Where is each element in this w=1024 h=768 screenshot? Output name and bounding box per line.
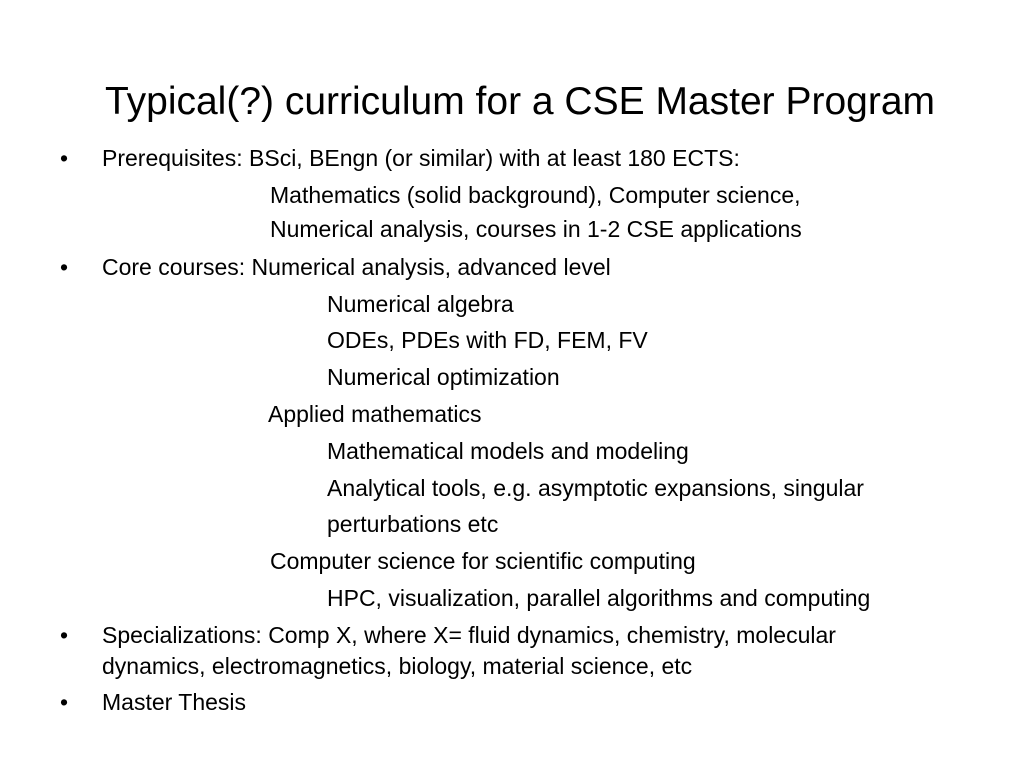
core-numerical-item: Numerical algebra (327, 291, 514, 317)
applied-math-heading: Applied mathematics (268, 401, 482, 427)
bullet-marker: • (60, 689, 69, 715)
specializations-line: Specializations: Comp X, where X= fluid dynamics, chemistry, molecular (102, 622, 836, 648)
applied-math-item: perturbations etc (327, 511, 499, 537)
cs-item: HPC, visualization, parallel algorithms and computing (327, 585, 871, 611)
master-thesis: Master Thesis (102, 689, 247, 715)
bullet-marker: • (60, 622, 69, 648)
slide-title: Typical(?) curriculum for a CSE Master Program (104, 80, 936, 123)
specializations-line: dynamics, electromagnetics, biology, material science, etc (102, 653, 693, 679)
applied-math-item: Mathematical models and modeling (327, 438, 689, 464)
bullet-marker: • (60, 254, 69, 280)
cs-heading: Computer science for scientific computing (270, 548, 696, 574)
prerequisites-lead: Prerequisites: BSci, BEngn (or similar) with at least 180 ECTS: (102, 145, 740, 171)
core-courses-lead: Core courses: Numerical analysis, advanced level (102, 254, 611, 280)
core-numerical-item: ODEs, PDEs with FD, FEM, FV (327, 327, 648, 353)
bullet-marker: • (60, 145, 69, 171)
core-numerical-item: Numerical optimization (327, 364, 560, 390)
applied-math-item: Analytical tools, e.g. asymptotic expansions, singular (327, 475, 864, 501)
prerequisites-detail: Numerical analysis, courses in 1-2 CSE applications (270, 216, 802, 242)
prerequisites-detail: Mathematics (solid background), Computer science, (270, 182, 801, 208)
